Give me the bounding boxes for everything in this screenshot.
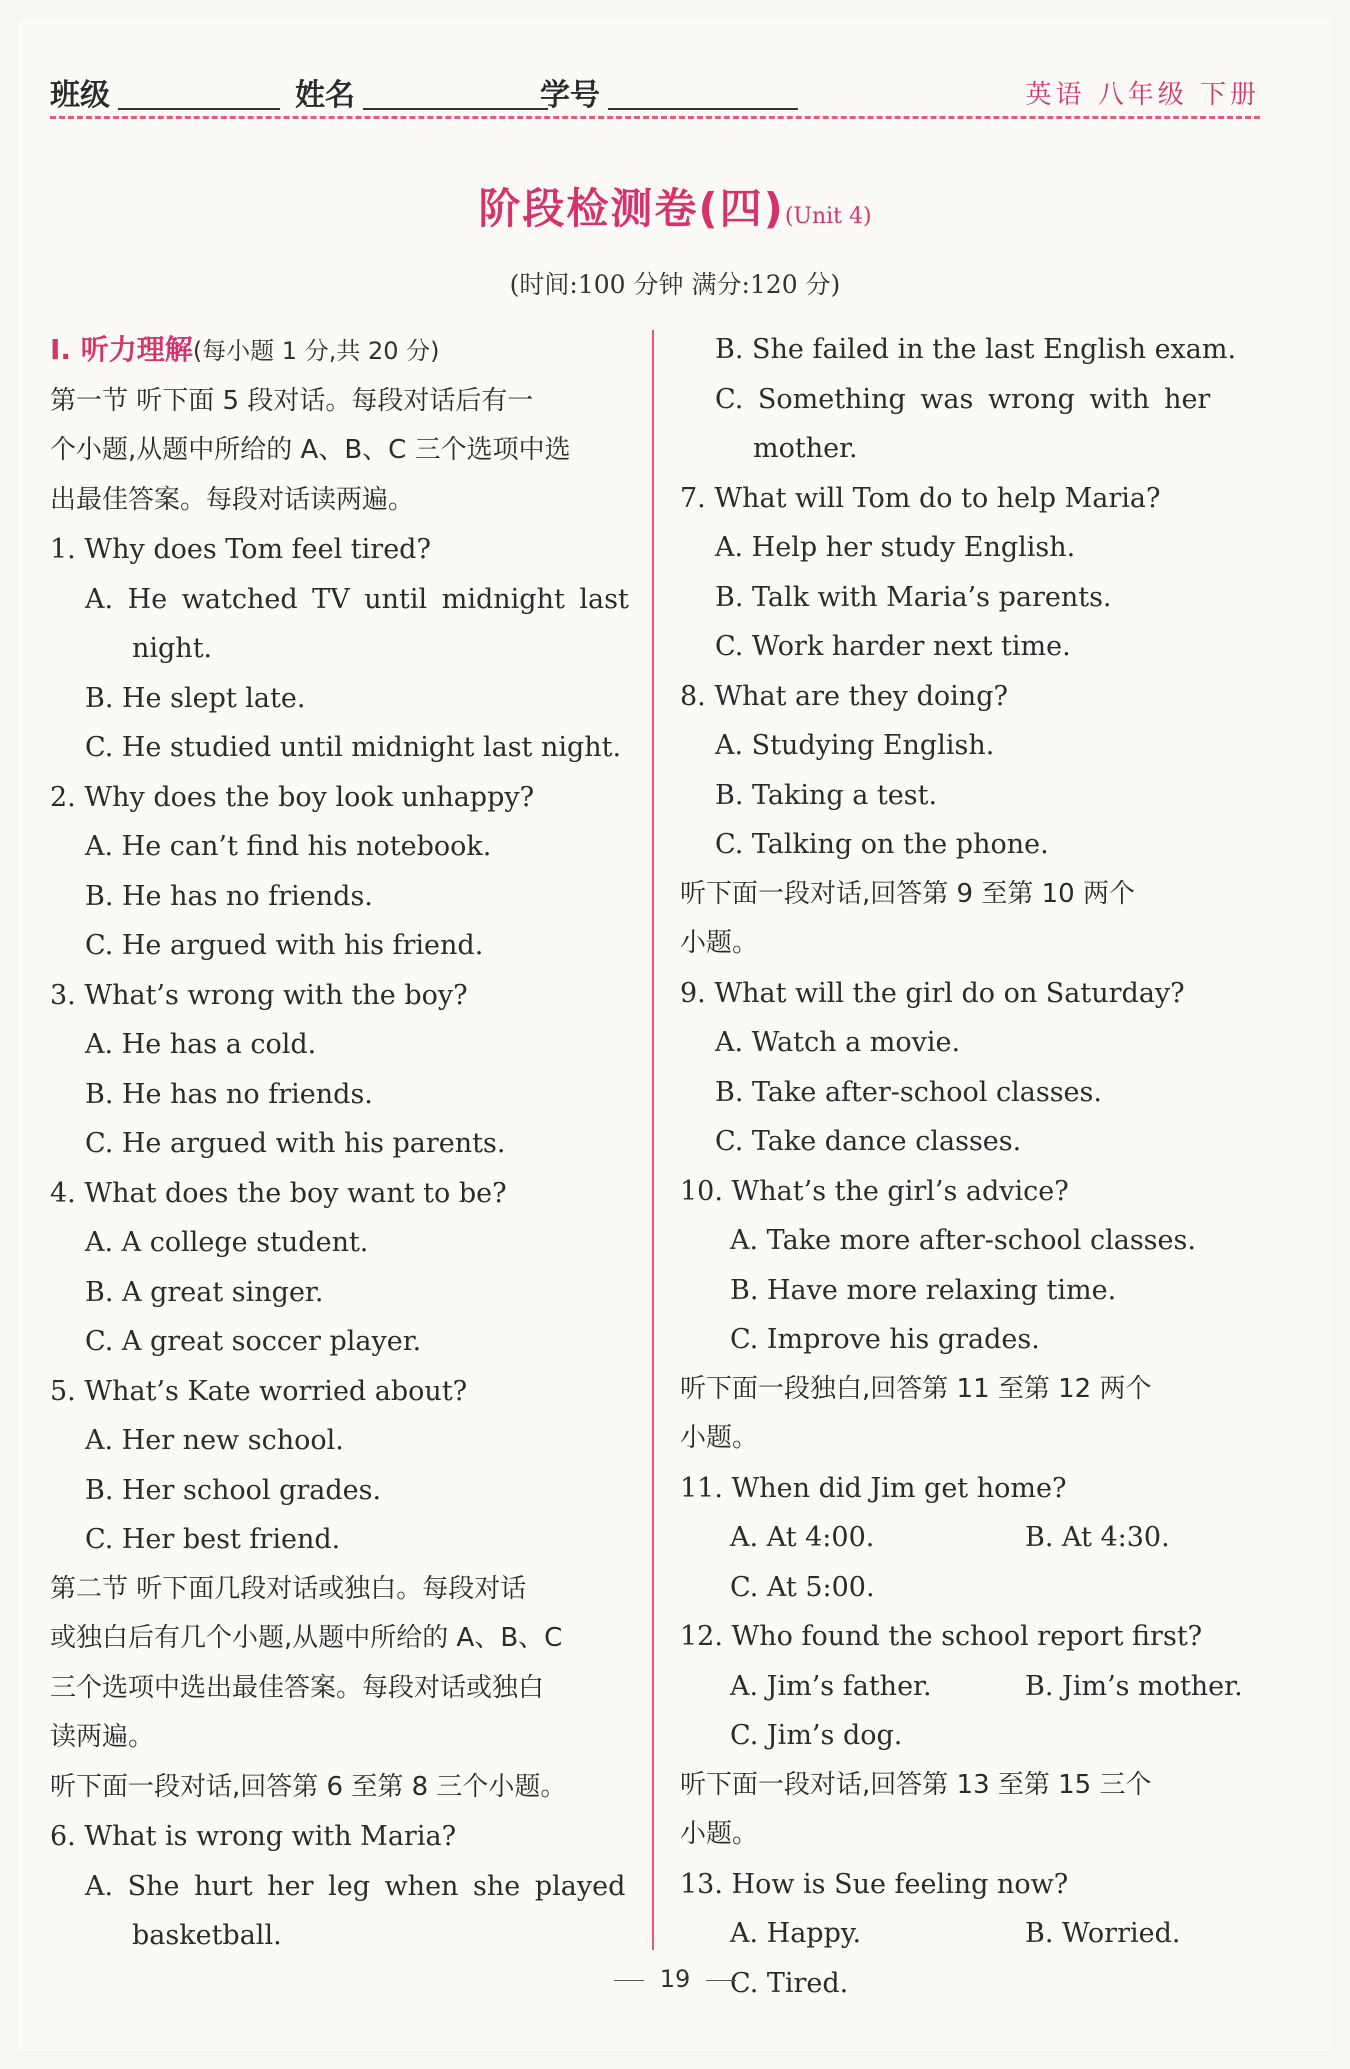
option: C. He studied until midnight last night. [85,732,622,763]
option: C. Work harder next time. [715,631,1071,662]
option: C. At 5:00. [730,1571,875,1603]
option: basketball. [132,1920,282,1951]
page-number-dash [614,1980,644,1981]
option: night. [132,633,213,664]
student-id-label: 学号 [540,78,600,113]
section-title: Ⅰ. 听力理解 [50,333,193,366]
option: C. He argued with his parents. [85,1128,506,1159]
option: C. Her best friend. [85,1524,341,1555]
option: A. Happy. [730,1918,862,1949]
question-stem: 12. Who found the school report first? [680,1621,1203,1652]
name-label: 姓名 [295,78,355,113]
option: B. He has no friends. [85,1078,373,1110]
option: B. He slept late. [85,682,306,714]
part2-instruction-line: 三个选项中选出最佳答案。每段对话或独白 [50,1672,545,1703]
page-number [0,1965,1350,1993]
question-stem: 5. What’s Kate worried about? [50,1375,468,1407]
question-stem: 13. How is Sue feeling now? [680,1868,1069,1900]
part1-instruction-line: 出最佳答案。每段对话读两遍。 [50,484,415,515]
page-title [0,176,1350,236]
option: C. Tired. [730,1967,849,1999]
dialogue-instruction: 小题。 [680,1819,759,1849]
option: C. A great soccer player. [85,1326,422,1357]
option: B. Talk with Maria’s parents. [715,581,1112,613]
monologue-instruction: 小题。 [680,1423,759,1453]
question-stem: 7. What will Tom do to help Maria? [680,482,1161,514]
subject-label: 英语 八年级 下册 [1025,80,1260,110]
option: B. At 4:30. [1025,1522,1170,1553]
option: B. Have more relaxing time. [730,1274,1117,1306]
dialogue-instruction: 小题。 [680,928,759,958]
title-main: 阶段检测卷(四) [478,184,785,233]
title-unit: (Unit 4) [784,204,872,229]
class-blank [118,108,280,110]
class-label: 班级 [50,78,110,113]
monologue-instruction: 听下面一段独白,回答第 11 至第 12 两个 [680,1373,1152,1404]
question-stem: 10. What’s the girl’s advice? [680,1175,1069,1207]
dialogue-instruction: 听下面一段对话,回答第 13 至第 15 三个 [680,1769,1152,1800]
question-stem: 8. What are they doing? [680,680,1008,712]
option: A. Take more after-school classes. [730,1225,1196,1256]
option: B. Jim’s mother. [1025,1670,1243,1702]
section-note: (每小题 1 分,共 20 分) [192,337,440,365]
header-divider [50,116,1260,119]
part2-instruction-line: 第二节 听下面几段对话或独白。每段对话 [50,1573,527,1604]
right-column [680,325,1255,2008]
name-blank [363,108,548,110]
option: A. He can’t find his notebook. [85,831,492,862]
option: C. Talking on the phone. [715,829,1049,860]
left-column [50,325,630,1961]
option: A. Watch a movie. [715,1027,961,1058]
section-heading [50,325,630,377]
part1-instruction-line: 第一节 听下面 5 段对话。每段对话后有一 [50,385,534,416]
time-score-info: (时间:100 分钟 满分:120 分) [509,270,841,299]
option: A. She hurt her leg when she played [85,1870,626,1902]
question-stem: 6. What is wrong with Maria? [50,1821,457,1852]
option: A. A college student. [85,1227,369,1258]
option: A. Her new school. [85,1425,344,1456]
option: B. Worried. [1025,1918,1181,1949]
question-stem: 2. Why does the boy look unhappy? [50,781,535,813]
option: B. He has no friends. [85,880,373,912]
option-row [680,1662,1255,1712]
option-row [680,1513,1255,1563]
option: A. He has a cold. [85,1029,317,1060]
option: B. She failed in the last English exam. [715,334,1237,365]
option: B. Take after-school classes. [715,1076,1102,1108]
question-stem: 3. What’s wrong with the boy? [50,979,468,1011]
question-stem: 4. What does the boy want to be? [50,1177,507,1209]
option-row [680,1909,1255,1959]
page-number-text: 19 [659,1965,691,1993]
option: B. Her school grades. [85,1474,382,1506]
dialogue-instruction: 听下面一段对话,回答第 6 至第 8 三个小题。 [50,1771,567,1802]
student-id-blank [608,108,798,110]
option: B. A great singer. [85,1276,324,1308]
question-stem: 11. When did Jim get home? [680,1472,1067,1504]
part1-instruction-line: 个小题,从题中所给的 A、B、C 三个选项中选 [50,435,571,465]
column-divider [652,330,654,1950]
option: C. Improve his grades. [730,1324,1040,1355]
option: A. Studying English. [715,730,995,761]
option: A. At 4:00. [730,1522,875,1553]
option: B. Taking a test. [715,779,938,811]
option: A. He watched TV until midnight last [85,583,629,615]
part2-instruction-line: 或独白后有几个小题,从题中所给的 A、B、C [50,1623,563,1653]
option: C. Take dance classes. [715,1126,1022,1157]
option: C. Something was wrong with her [715,383,1211,415]
page-number-dash [706,1980,736,1981]
question-stem: 9. What will the girl do on Saturday? [680,977,1185,1009]
page-header [50,70,1260,116]
option: mother. [753,433,858,464]
option: C. Jim’s dog. [730,1720,903,1751]
option: A. Jim’s father. [730,1670,932,1702]
dialogue-instruction: 听下面一段对话,回答第 9 至第 10 两个 [680,878,1135,909]
part2-instruction-line: 读两遍。 [50,1722,155,1752]
question-stem: 1. Why does Tom feel tired? [50,534,431,565]
option: A. Help her study English. [715,532,1076,563]
option: C. He argued with his friend. [85,930,484,961]
